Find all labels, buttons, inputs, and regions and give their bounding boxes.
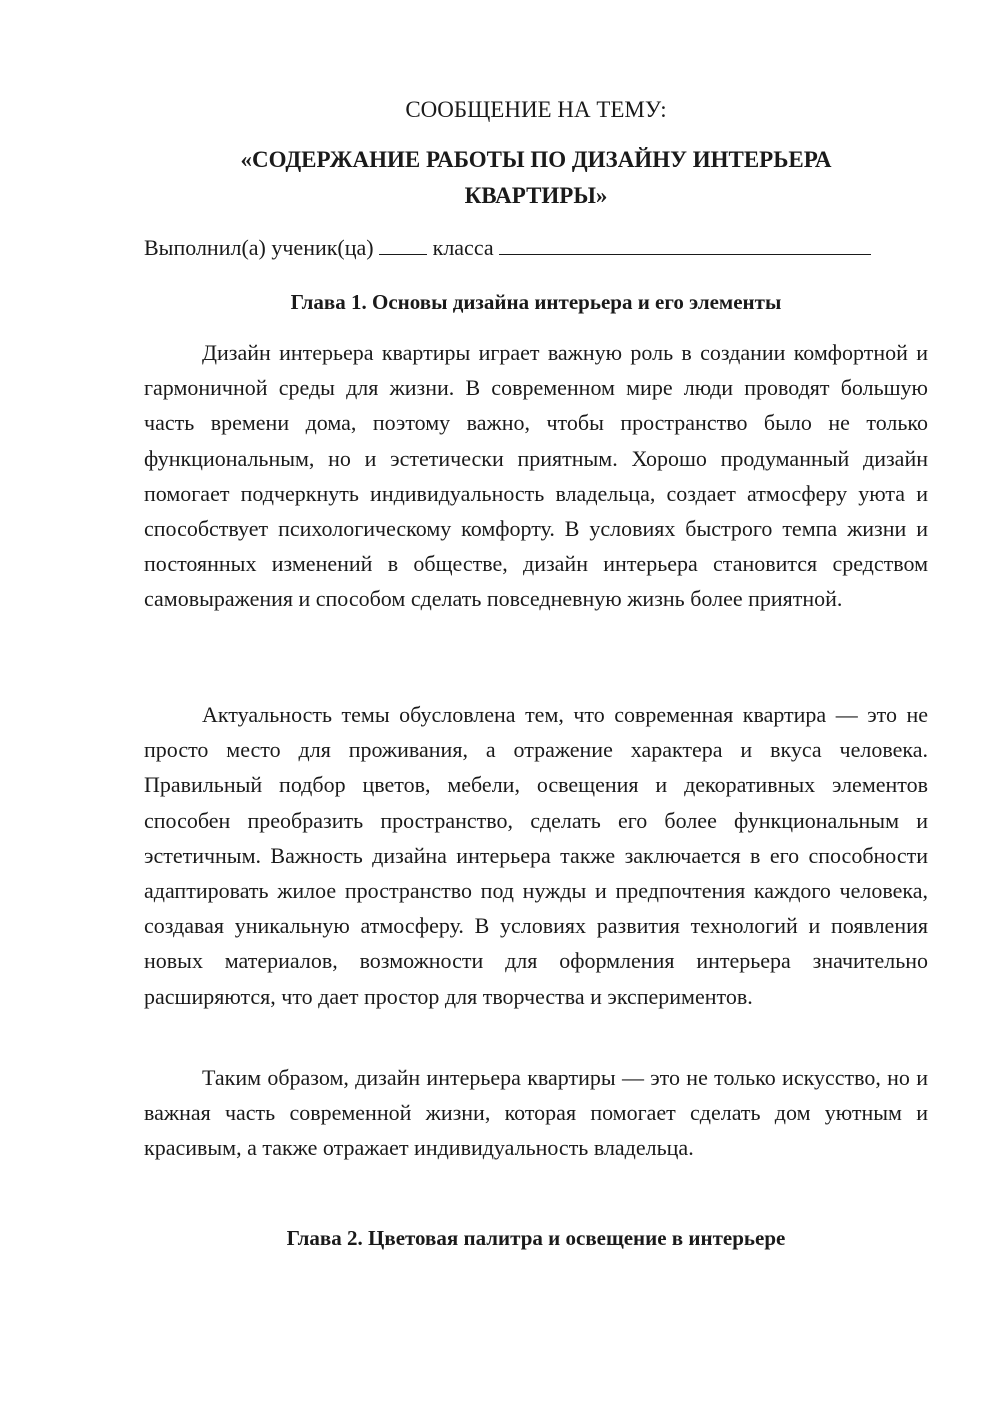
- author-line: [144, 228, 928, 265]
- title-line-2: КВАРТИРЫ»: [464, 183, 608, 208]
- author-class-label: класса: [432, 235, 494, 260]
- paragraph-relevance: Актуальность темы обусловлена тем, что современная квартира — это не просто место для проживания, а отражение характера и вкуса человека. Правильный подбор цветов, мебели, освещения и декоративных элементов способен преобразить пространство, сделать его более функциональным и эстетичным. Важность дизайна интерьера также заключается в его способности адаптировать жилое пространство под нужды и предпочтения каждого человека, создавая уникальную атмосферу. В условиях развития технологий и появления новых материалов, возможности для оформления интерьера значительно расширяются, что дает простор для творчества и экспериментов.: [144, 702, 928, 1009]
- title-line-1: «СОДЕРЖАНИЕ РАБОТЫ ПО ДИЗАЙНУ ИНТЕРЬЕРА: [240, 147, 832, 172]
- author-prefix: Выполнил(а) ученик(ца): [144, 235, 374, 260]
- chapter-2-heading: Глава 2. Цветовая палитра и освещение в интерьере: [286, 1226, 786, 1250]
- paragraph-intro: Дизайн интерьера квартиры играет важную роль в создании комфортной и гармоничной среды для жизни. В современном мире люди проводят большую часть времени дома, поэтому важно, чтобы пространство было не только функциональным, но и эстетически приятным. Хорошо продуманный дизайн помогает подчеркнуть индивидуальность владельца, создает атмосферу уюта и способствует психологическому комфорту. В условиях быстрого темпа жизни и постоянных изменений в обществе, дизайн интерьера становится средством самовыражения и способом сделать повседневную жизнь более приятной.: [144, 340, 928, 612]
- class-number-blank: [379, 228, 427, 255]
- student-name-blank: [499, 228, 871, 255]
- document-title: [144, 142, 928, 214]
- chapter-1-heading: Глава 1. Основы дизайна интерьера и его элементы: [290, 290, 782, 314]
- paragraph-conclusion: Таким образом, дизайн интерьера квартиры — это не только искусство, но и важная часть современной жизни, которая помогает сделать дом уютным и красивым, а также отражает индивидуальность владельца.: [144, 1065, 928, 1161]
- subject-label: СООБЩЕНИЕ НА ТЕМУ:: [405, 97, 667, 122]
